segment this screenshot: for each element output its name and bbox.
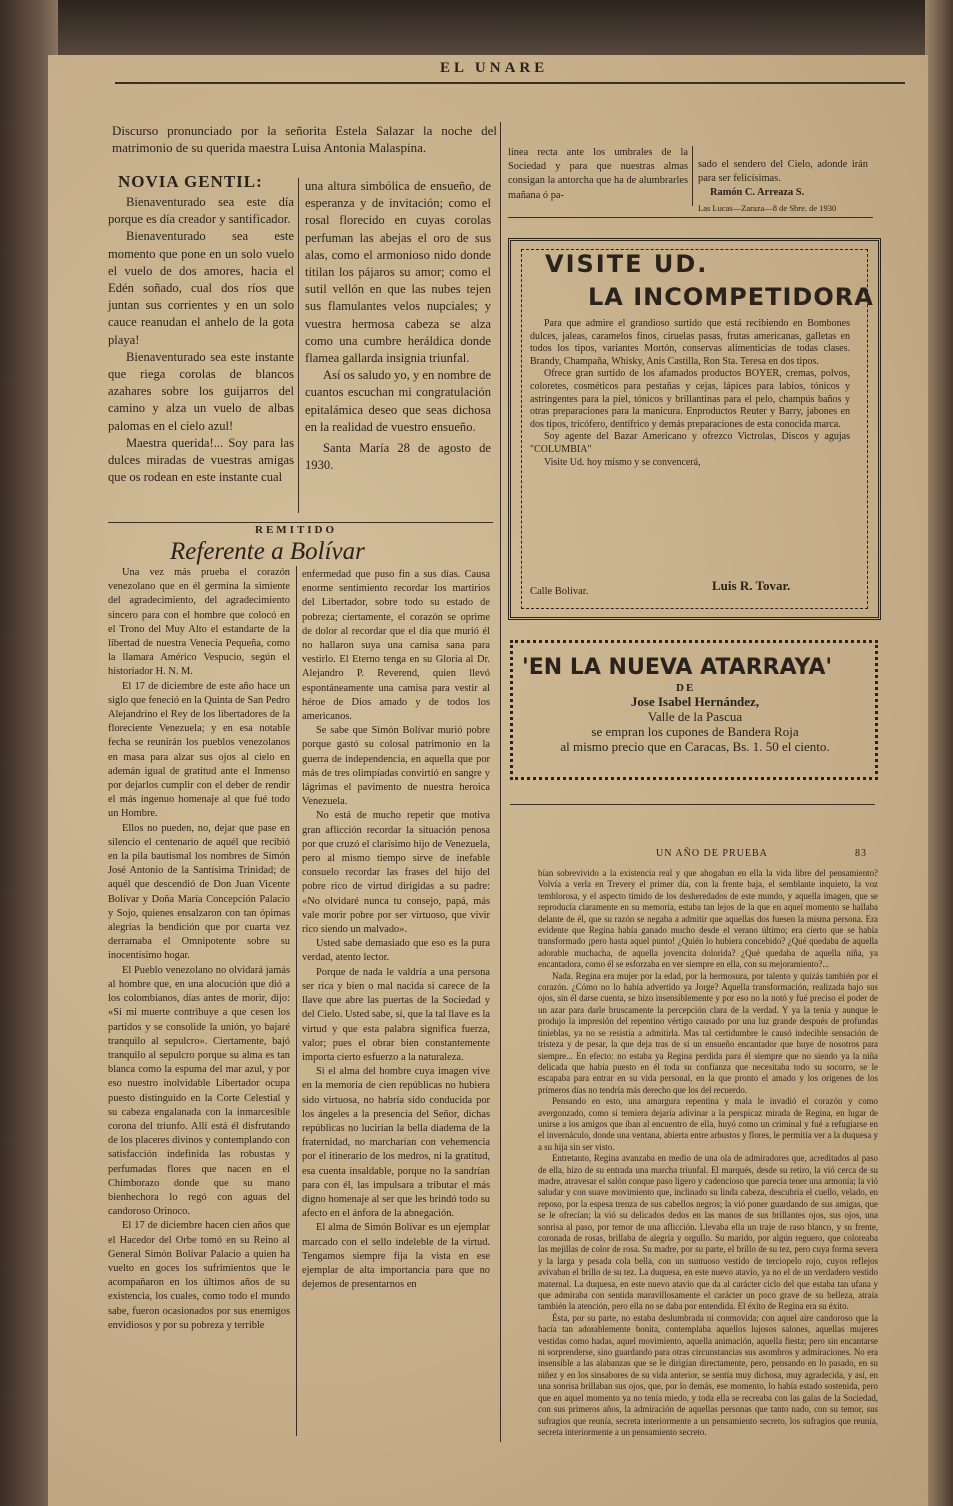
ad1-signature: Luis R. Tovar. [712, 578, 791, 593]
novia-signature: Santa María 28 de agosto de 1930. [305, 441, 491, 473]
fragment-text: línea recta ante los umbrales de la Sociedad y para que nuestras almas consigan la antorcha que ha de alumbrarles mañana ó pa- [508, 147, 688, 201]
ad2-line1: se empran los cupones de Bandera Roja [591, 724, 799, 739]
novel-paragraph: Ésta, por su parte, no estaba deslumbrada ni conmovida; con aquel aire candoroso que la hacía tan adorablemente bonita, contemplaba aquellos lujosos salones, aquellas mujeres vestidas como hadas, aquel movimiento, aquella animación, aquella fiesta; pero sin encantarse ni sorprenderse, sino guardando para otras circunstancias sus asombros y admiraciones. No era insensible a las alabanzas que se le dirigían directamente, pero, pensando en lo pasado, en su niñez y en los sinsabores de su vida anterior, se sentía muy dichosa, muy agradecida, y así, en una sonrisa brillaban sus ojos, que, por lo demás, ese momento, lo había estado sostenida, pero que en aquel momento ya no tenía miedo, y toda ella se recreaba con las galas de la Sociedad, con sus primeros años, la admiración de aquellas personas que tanto nado, con su temor, sus sufragios que reunía, secreta interiormente a un pensamiento secreto, los sufragios que reunía, secreta interiormente a un pensamiento secreto. [538, 1312, 878, 1437]
referente-column-1 [108, 566, 290, 1446]
referente-paragraph: El alma de Simón Bolívar es un ejemplar marcado con el sello indeleble de la virtud. Tengamos siempre fija la vista en ese ejemplar de alta importancia para que no dejemos de presentarnos en [302, 1222, 490, 1291]
referente-paragraph: Si el alma del hombre cuya imagen vive en la memoria de cien repúblicas no hubiera sido virtuosa, no habría sido conducida por los ángeles a la presencia del Señor, dichas repúblicas no lucirían la bella diadema de la fraternidad, no marcharían con vehemencia por el itinerario de los medros, ni la gratitud, esa cuenta insaldable, porque no la sandrían para con él, las impulsara a tributar el más digno homenaje al ser que les brindó todo su afecto en el ánfora de la abnegación. [302, 1066, 490, 1220]
ad1-heading: VISITE UD. [545, 250, 709, 278]
fragment-place: Las Lucas—Zaraza—8 de Sbre. de 1930 [698, 202, 837, 213]
ad1-products: Para que admire el grandioso surtido que está recibiendo en Bombones dulces, jaleas, caramelos finos, ciruelas pasas, frutas americanas, galletas en todos los tipos, variantes Mortón, conservas alimenticias de todas clases. Brandy, Champaña, Whisky, Anís Castilla, Ron Sta. Teresa en dos tipos. [530, 318, 850, 367]
novel-paragraph: Pensando en esto, una amargura repentina y mala le invadió el corazón y como avergonzado, como si temiera dejaría adivinar a la perspicaz mirada de Regina, en lugar de unirse a los amigos que iban al encuentro de ella, huyó como un criminal y fué a refugiarse en el invernáculo, donde una ventana, abierta entre arbustos y flores, le permitía ver a la duquesa y a su hija sin ser visto. [538, 1096, 878, 1152]
ad2-line2: al mismo precio que en Caracas, Bs. 1. 50 el ciento. [560, 739, 830, 754]
section-rule [510, 804, 875, 805]
referente-paragraph: Porque de nada le valdría a una persona ser rica y bien o mal nacida si carece de la llave que abre las puertas de la Sociedad y del Cielo. Usted sabe, sí, que la tal llave es la virtud y que esta palabra significa fuerza, valor; pues el obrar bien constantemente importa cierto esfuerzo a la naturaleza. [302, 966, 490, 1063]
discurso-intro: Discurso pronunciado por la señorita Estela Salazar la noche del matrimonio de su querida maestra Luisa Antonia Malaspina. [112, 123, 497, 155]
page-number: 83 [855, 848, 867, 859]
ad2-owner: Jose Isabel Hernández, [630, 694, 760, 709]
top-right-fragment-2 [698, 158, 868, 215]
referente-paragraph: enfermedad que puso fin a sus días. Causa enorme sentimiento recordar los martirios del Libertador, sobre todo su estado de pobreza; ciertamente, el corazón se oprime de dolor al recordar que el día que murió él no hallaron suya una camisa sana para vestirlo. El Eterno tenga en su Gloria al Dr. Alejandro P. Reverend, quien llevó espontáneamente una camisa para vestir al héroe de Dios amado y de todos los americanos. [302, 569, 490, 723]
referente-paragraph: Usted sabe demasiado que eso es la pura verdad, atento lector. [302, 938, 490, 964]
ad2-heading: 'EN LA NUEVA ATARRAYA' [522, 655, 833, 680]
referente-title: Referente a Bolívar [170, 538, 365, 565]
column-divider [296, 566, 297, 1436]
ad2-de: DE [676, 682, 696, 694]
section-rule [108, 522, 493, 523]
ad1-store-name: LA INCOMPETIDORA [588, 283, 874, 311]
referente-paragraph: Ellos no pueden, no, dejar que pase en silencio el centenario de aquél que recibió en la pila bautismal los nombres de Simón José Antonio de la Santísima Trinidad; de aquél que descendió de Don Juan Vicente Bolívar y Doña María Concepción Palacio y Sojo, quienes ensalzaron con tan ópimas alegrías la bendición que por cuarta vez derramaba el Omnipotente sobre su inocentísimo hogar. [108, 822, 290, 962]
novia-right-column [305, 178, 491, 474]
page-edge-right [925, 0, 953, 1506]
ad1-body [530, 318, 850, 469]
ad1-visit: Visite Ud. hoy mismo y se convencerá, [544, 456, 701, 468]
ad2-place: Valle de la Pascua [647, 709, 743, 724]
novia-paragraph: Bienaventurado sea este día porque es día creador y santificador. [108, 195, 294, 227]
remitido-label: REMITIDO [255, 524, 338, 536]
novia-paragraph: Maestra querida!... Soy para las dulces miradas de vuestras amigas que os rodean en este instante cual [108, 435, 294, 485]
fragment-signature: Ramón C. Arreaza S. [710, 187, 805, 199]
top-right-fragment-1 [508, 146, 688, 203]
background-top [0, 0, 953, 60]
referente-paragraph: Una vez más prueba el corazón venezolano que en él germina la simiente del agradecimiento, del agradecimiento sincero para con el hombre que colocó en el Trono del Muy Alto el estandarte de la libertad de nuestra Venecia Pequeña, como la llamara Américo Vespucio, según el historiador H. N. M. [108, 567, 290, 678]
masthead-rule [115, 82, 905, 84]
main-column-divider [500, 122, 501, 1442]
novia-left-column [108, 194, 294, 486]
referente-paragraph: El Pueblo venezolano no olvidará jamás al hombre que, en una alocución que dió a los colombianos, días antes de morir, dijo: «Si mi muerte contribuye a que cesen los partidos y se consolide la unión, yo bajaré tranquilo al sepulcro». Ciertamente, bajó tranquilo al sepulcro porque su alma es tan blanca como la espuma del mar azul, y por eso nuestro inolvidable Libertador ocupa puesto distinguido en la Corte Celestial y su cabeza engalanada con la inmarcesible corona del triunfo. Allí está él disfrutando de los placeres divinos y contemplando con satisfacción indefinida las robustas y perfumadas flores que nacen en el Chimborazo donde que su mano bienhechora lo regó con aguas del candoroso Orinoco. [108, 964, 290, 1218]
referente-column-2 [302, 568, 490, 1446]
column-divider [298, 178, 299, 513]
referente-paragraph: Se sabe que Simón Bolívar murió pobre porque gastó su colosal patrimonio en la guerra de independencia, en aquella que por más de tres olimpíadas convirtió en sangre y lágrimas el pavimento de nuestra heroica Venezuela. [302, 725, 490, 808]
novel-text [538, 868, 878, 1438]
novia-paragraph: Bienaventurado sea este instante que riega corolas de blancos azahares sobre los guijarros del camino y alza un vuelo de albas palomas en el cielo azul! [108, 349, 294, 433]
novia-paragraph: Así os saludo yo, y en nombre de cuantos escuchan mi congratulación epitalámica deseo que seas dichosa en la realidad de vuestro ensueño. [305, 368, 491, 434]
ad1-offer: Ofrece gran surtido de los afamados productos BOYER, cremas, polvos, coloretes, cosméticos para pestañas y cejas, lápices para labios, tónicos y astringentes para la piel, tónicos y brillantinas para el pelo, champús baños y otras preparaciones para la manicura. Enproductos Reuter y Barry, jabones en dos tipos, tricófero, dentífrico y demás preparaciones de esta conocida marca. [530, 368, 850, 430]
referente-paragraph: El 17 de diciembre de este año hace un siglo que feneció en la Quinta de San Pedro Alejandrino el Rey de los libertadores de la floreciente Venezuela; y en esa notable fecha se reunirán los pueblos venezolanos en masa para alzar sus ojos al cielo en ademán igual de gratitud ante el Inmenso por dejarlos cumplir con el deber de rendir el más ingenuo homenaje al que fué todo un Hombre. [108, 680, 290, 820]
masthead: EL UNARE [440, 60, 549, 76]
fragment-divider [692, 146, 693, 206]
novel-paragraph: Nada. Regina era mujer por la edad, por la hermosura, por talento y quizás también por el corazón. ¿Cómo no lo había advertido ya Jorge? Aquella transformación, realizada bajo sus ojos, sin él darse cuenta, se hizo insensiblemente y por eso no la notó y fué preciso el poder de un azar para darle bruscamente la percepción clara de la verdad. Y ya la tenía y aunque le produjo la impresión del repentino vértigo causado por una luz grande después de profundas tinieblas, ya no se resistía a admitirla. Mas tal certidumbre le causó indecible sensación de tristeza y de pesar, la que deja tras de sí un ensueño encantador que huye de nosotros para siempre... En efecto: no estaba ya Regina perdida para él siempre que no siendo ya la niña delicada que había puesto en él toda su confianza que necesitaba todo su socorro, se le escapaba para entrar en su vida personal, en la que pronto el amado y los orígenes de los primeros días no tendría más derecho que los del recuerdo. [538, 970, 878, 1095]
referente-paragraph: No está de mucho repetir que motiva gran aflicción recordar la situación penosa por que cruzó el clarísimo hijo de Venezuela, pero al mismo tiempo sirve de inefable consuelo recordar las frases del hijo del pobre rico de virtud dirigidas a su padre: «No olvidaré nunca tu consejo, papá, más vale morir pobre por ser virtuoso, que vivir rico siendo un malvado». [302, 810, 490, 936]
novel-paragraph: bían sobrevivido a la existencia real y que ahogaban en ella la vida libre del pensamiento? Volvía a verla en Trevery el primer día, con la frente baja, el semblante inquieto, la voz temblorosa, y el aspecto tímido de los desheredados de este mundo, y aquella imagen, que se reproducía claramente en su memoria, estaba tan lejos de la que en aquel momento se hallaba delante de él, que su razón se negaba a admitir que aquellas dos fuesen la misma persona. Era evidente que Regina había ganado mucho desde el verano último; era cierto que se había transformado ¡pero hasta aquel punto! ¿Quién lo hubiera concebido? ¿Qué quedaba de aquella adorable muchacha, de aquella jovencita dolorida? ¿Qué quedaba de aquella niña, ya encantadora, como él se esforzaba en ver siempre en ella, con su mejoramiento?... [538, 868, 878, 970]
running-head: UN AÑO DE PRUEBA [656, 848, 768, 859]
fragment-text: sado el sendero del Cielo, adonde irán para ser felicísimas. [698, 159, 868, 185]
novia-paragraph: Bienaventurado sea este momento que pone en un solo vuelo el vuelo de dos amores, hacia el Edén soñado, cual dos ríos que juntan sus corrientes y en un solo cauce reanudan el anhelo de la gota playa! [108, 229, 294, 347]
ad2-body [530, 694, 860, 754]
section-rule [508, 217, 873, 218]
ad1-address: Calle Bolívar. [530, 586, 589, 597]
ad1-agent: Soy agente del Bazar Americano y ofrezco Victrolas, Discos y agujas "COLUMBIA" [530, 431, 850, 455]
referente-paragraph: El 17 de diciembre hacen cien años que el Hacedor del Orbe tomó en su Reino al General Simón Bolívar Palacio a quien ha vuelto en goces los sufrimientos que le acompañaron en los últimos años de su existencia, los cuales, como todo el mundo sabe, fueron ocasionados por sus enemigos envidiosos y por su pobreza y terrible [108, 1220, 290, 1331]
novia-paragraph: una altura simbólica de ensueño, de esperanza y de invitación; como el rosal florecido en cuyas corolas perfuman las abejas el oro de sus alas, como el armonioso nido donde titilan los pájaros su amor; como el sutil vellón en que las nubes tejen sus flamulantes velos nupciales; y vuestra hermosa cabeza se alza como una cumbre heráldica donde flamea gallarda insignia triunfal. [305, 179, 491, 366]
novel-paragraph: Entretanto, Regina avanzaba en medio de una ola de admiradores que, acreditados al paso de ella, hizo de su entrada una marcha triunfal. El marqués, desde su retiro, la vió cerca de su madre, atravesar el salón conque paso ligero y cadencioso que parecía tener una armonía; la vió saludar y con suave movimiento que, inclinado su linda cabeza, descubría el cuello, velado, en reposo, por la espesa trenza de sus cabellos negros; la vió poner guardando de sus amigas, que se le ofrecían; la vió su delicados dedos en las manos de sus brillantes ojos, sus ojos, una sonrisa al paso, por temor de una aflicción. Llevaba ella un traje de raso blanco, y su frente, coronada de rosas, brillaba de alegría y orgullo. Su marido, por algún reguero, que coloreaba las mejillas de color de rosa. Su madre, por su parte, el brillo de su tez, pero cuya forma severa y la larga y pesada cola bella, con un suntuoso vestido de terciopelo rojo, cuyos reflejos avivaban el brillo de su tez. La duquesa, en este nuevo atavío, ya no el de un verdadero vestido maternal. La duquesa, en este nuevo atavío que da al carácter ciclo del que estaba tan ufana y que admiraba con sentida maravillosamente el carácter un poco grave de su belleza, atraía también la atención, pero ella no se daba por entendida. El éxito de Regina era su éxito. [538, 1153, 878, 1312]
novia-title: NOVIA GENTIL: [118, 172, 263, 191]
